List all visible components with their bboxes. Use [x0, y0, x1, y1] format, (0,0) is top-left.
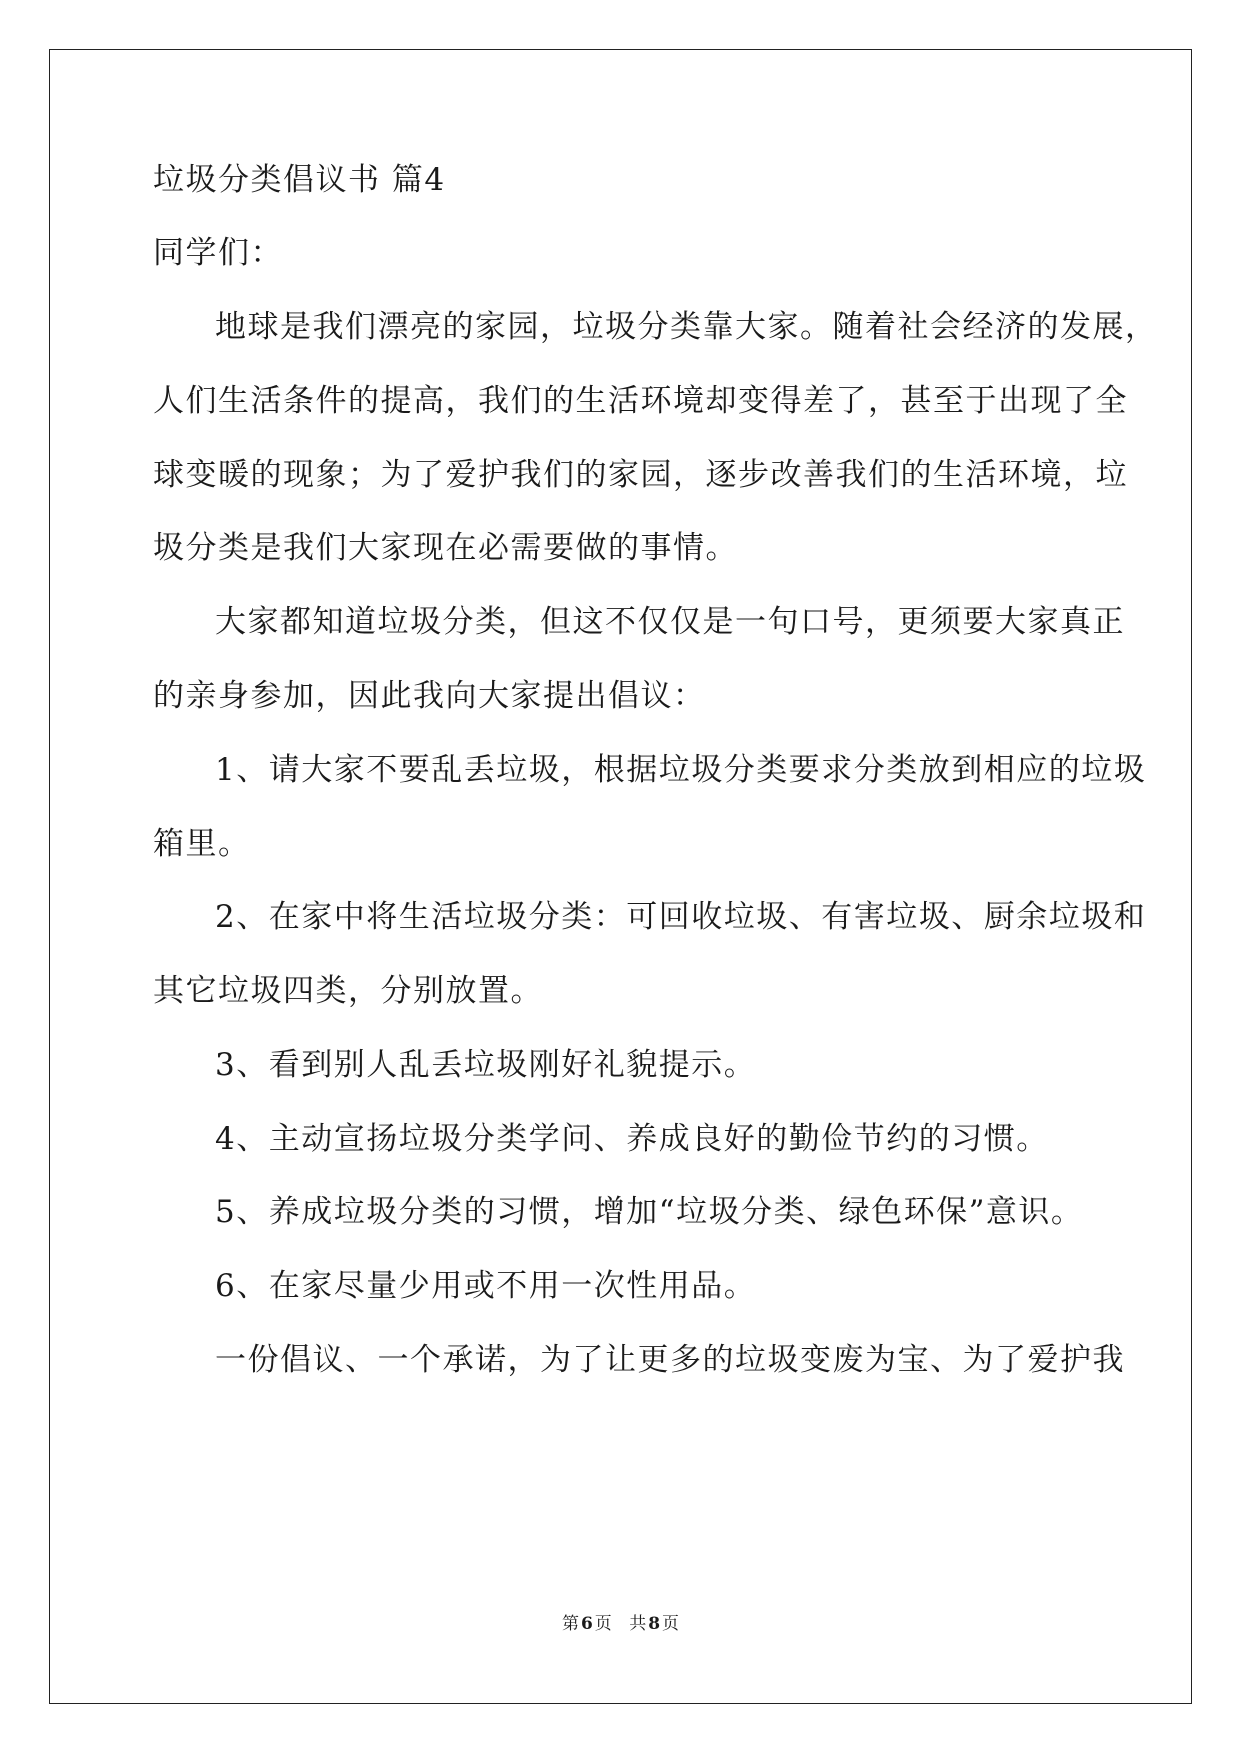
list-item-line: 5、养成垃圾分类的习惯，增加“垃圾分类、绿色环保”意识。	[215, 1194, 1084, 1230]
paragraph-line: 一份倡议、一个承诺，为了让更多的垃圾变废为宝、为了爱护我	[215, 1342, 1125, 1378]
paragraph-line: 球变暖的现象；为了爱护我们的家园，逐步改善我们的生活环境，垃	[153, 457, 1128, 493]
list-item-line: 3、看到别人乱丢垃圾刚好礼貌提示。	[215, 1047, 757, 1083]
page-unit: 页	[594, 1614, 612, 1634]
salutation: 同学们：	[153, 235, 283, 271]
total-page-number: 8	[648, 1614, 661, 1634]
list-item-line: 箱里。	[153, 826, 251, 862]
list-item-line: 6、在家尽量少用或不用一次性用品。	[215, 1268, 757, 1304]
list-item-line: 2、在家中将生活垃圾分类：可回收垃圾、有害垃圾、厨余垃圾和	[215, 899, 1147, 935]
total-unit: 页	[662, 1614, 680, 1634]
paragraph-line: 地球是我们漂亮的家园，垃圾分类靠大家。随着社会经济的发展，	[215, 309, 1158, 345]
page-border	[49, 49, 1192, 1704]
list-item-line: 其它垃圾四类，分别放置。	[153, 973, 543, 1009]
paragraph-line: 大家都知道垃圾分类，但这不仅仅是一句口号，更须要大家真正	[215, 604, 1125, 640]
total-prefix: 共	[629, 1614, 647, 1634]
total-pages-indicator	[629, 1614, 679, 1634]
page-indicator	[562, 1614, 612, 1634]
page-prefix: 第	[561, 1614, 579, 1634]
list-item-line: 1、请大家不要乱丢垃圾，根据垃圾分类要求分类放到相应的垃圾	[215, 752, 1147, 788]
paragraph-line: 的亲身参加，因此我向大家提出倡议：	[153, 678, 706, 714]
paragraph-line: 人们生活条件的提高，我们的生活环境却变得差了，甚至于出现了全	[153, 383, 1128, 419]
paragraph-line: 圾分类是我们大家现在必需要做的事情。	[153, 530, 738, 566]
current-page-number: 6	[580, 1614, 593, 1634]
document-title: 垃圾分类倡议书 篇4	[153, 162, 446, 198]
page-footer	[0, 1613, 1241, 1635]
list-item-line: 4、主动宣扬垃圾分类学问、养成良好的勤俭节约的习惯。	[215, 1121, 1049, 1157]
